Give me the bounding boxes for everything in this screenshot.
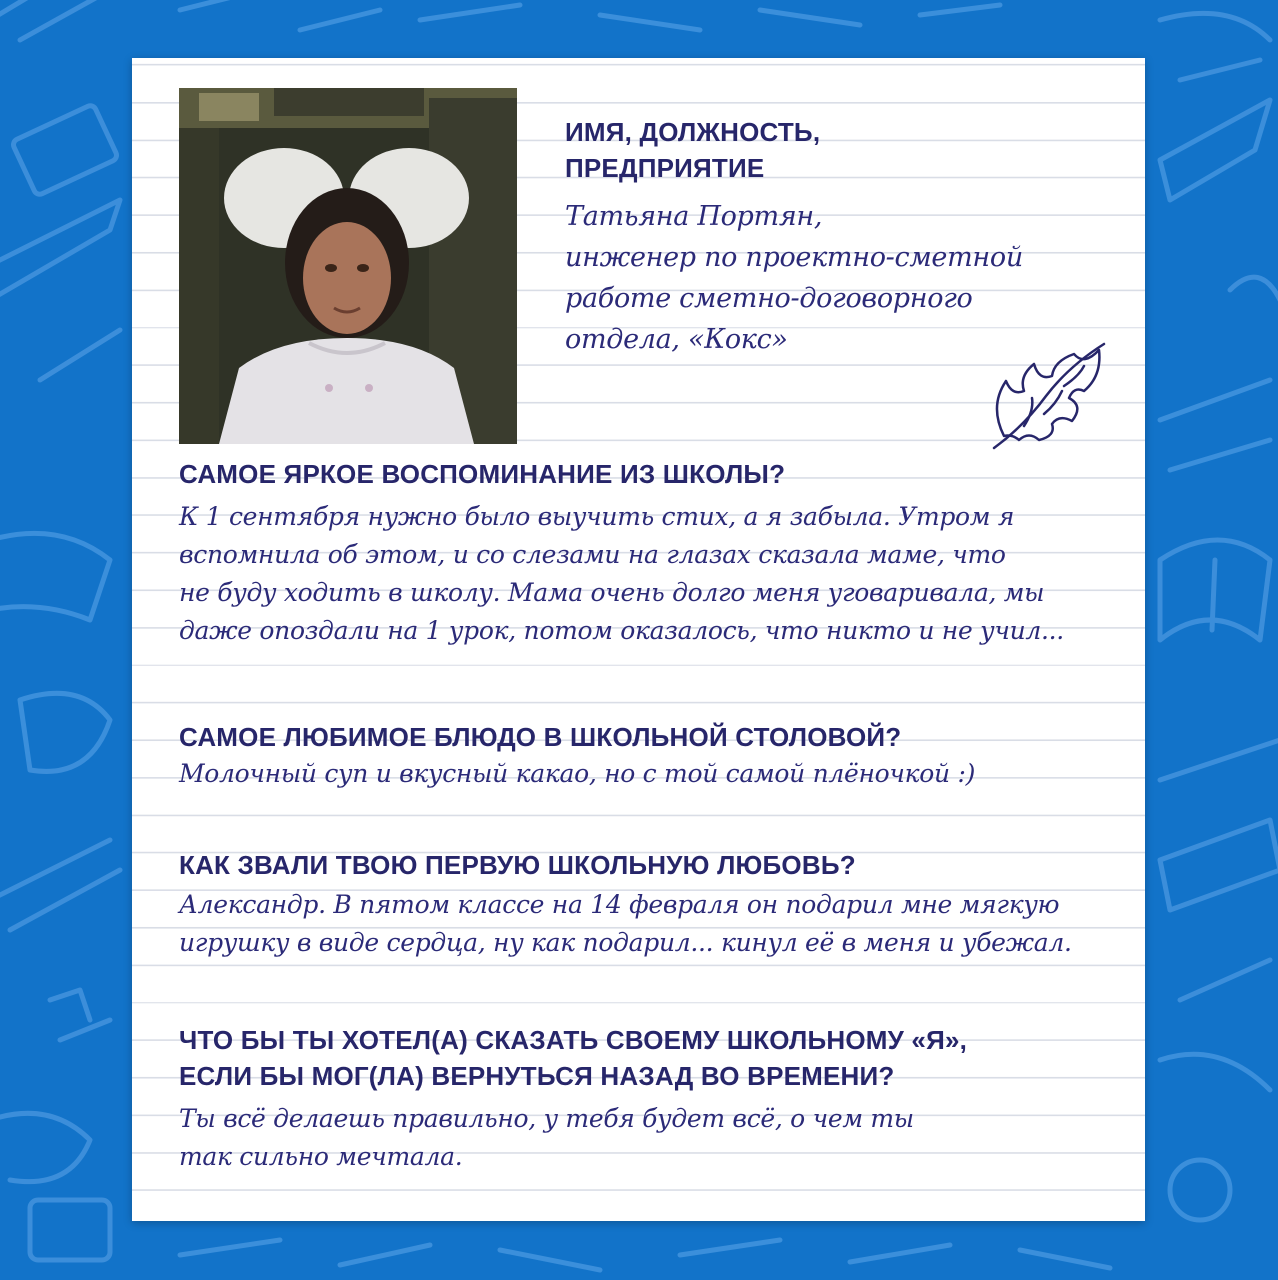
question-heading-1: САМОЕ ЯРКОЕ ВОСПОМИНАНИЕ ИЗ ШКОЛЫ?: [179, 459, 786, 489]
question-heading-2: САМОЕ ЛЮБИМОЕ БЛЮДО В ШКОЛЬНОЙ СТОЛОВОЙ?: [179, 722, 902, 752]
question-heading-3: КАК ЗВАЛИ ТВОЮ ПЕРВУЮ ШКОЛЬНУЮ ЛЮБОВЬ?: [179, 850, 856, 880]
leaf-icon: [984, 336, 1114, 456]
questionnaire-card: [132, 58, 1145, 1221]
question-heading-4: ЧТО БЫ ТЫ ХОТЕЛ(А) СКАЗАТЬ СВОЕМУ ШКОЛЬНОМУ «Я», ЕСЛИ БЫ МОГ(ЛА) ВЕРНУТЬСЯ НАЗАД ВО ВРЕМЕНИ?: [179, 1025, 968, 1091]
question-answer-1: К 1 сентября нужно было выучить стих, а я забыла. Утром я вспомнила об этом, и со слезами на глазах сказала маме, что не буду ходить в школу. Мама очень долго меня уговаривала, мы даже опоздали на 1 урок, потом оказалось, что никто и не учил...: [179, 502, 1064, 645]
question-answer-2: Молочный суп и вкусный какао, но с той самой плёночкой :): [179, 759, 976, 788]
header-answer: Татьяна Портян, инженер по проектно-сметной работе сметно-договорного отдела, «Кокс»: [565, 201, 1023, 355]
question-answer-3: Александр. В пятом классе на 14 февраля он подарил мне мягкую игрушку в виде сердца, ну как подарил... кинул её в меня и убежал.: [179, 890, 1072, 957]
childhood-photo: [179, 88, 517, 444]
question-answer-4: Ты всё делаешь правильно, у тебя будет всё, о чем ты так сильно мечтала.: [179, 1104, 914, 1171]
header-heading: ИМЯ, ДОЛЖНОСТЬ, ПРЕДПРИЯТИЕ: [565, 117, 821, 183]
